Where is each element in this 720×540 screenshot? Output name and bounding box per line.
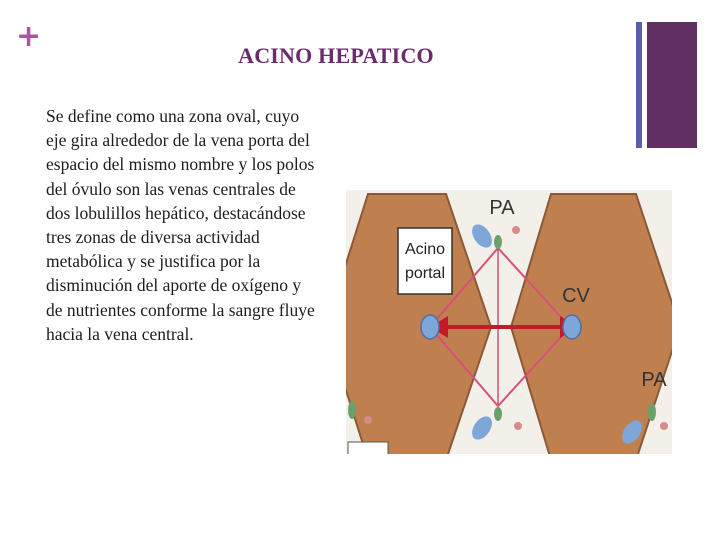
slide-title: ACINO HEPATICO bbox=[238, 43, 434, 68]
hepatic-acinus-diagram bbox=[346, 190, 672, 454]
hepatic-artery-left bbox=[348, 401, 356, 419]
accent-bar-thick bbox=[647, 22, 697, 148]
pa-top-label: PA bbox=[489, 197, 515, 219]
hepatic-artery-top bbox=[494, 235, 502, 249]
plus-icon: + bbox=[16, 19, 42, 54]
bile-duct-top bbox=[512, 226, 520, 234]
accent-bar-thin bbox=[636, 22, 642, 148]
central-vein-left bbox=[421, 315, 439, 339]
cv-label: CV bbox=[562, 285, 590, 307]
bile-duct-bottom bbox=[514, 422, 522, 430]
bile-duct-right bbox=[660, 422, 668, 430]
slide-body-text: Se define como una zona oval, cuyo eje gira alrededor de la vena porta del espacio del mismo nombre y los polos del óvulo son las venas centrales de dos lobulillos hepático, destacándose tres zonas de diversa actividad metabólica y se justifica por la disminución del aporte de oxígeno y de nutrientes conforme la sangre fluye hacia la vena central. bbox=[46, 106, 315, 344]
bile-duct-left bbox=[364, 416, 372, 424]
acino-label-line2: portal bbox=[404, 265, 446, 282]
hepatic-artery-bottom bbox=[494, 407, 502, 421]
pa-right-label: PA bbox=[641, 369, 667, 391]
partial-label-box bbox=[348, 442, 388, 454]
hepatic-artery-right bbox=[648, 403, 656, 421]
central-vein-right bbox=[563, 315, 581, 339]
acino-portal-label-box bbox=[398, 228, 452, 294]
acino-label-line1: Acino bbox=[404, 241, 446, 258]
